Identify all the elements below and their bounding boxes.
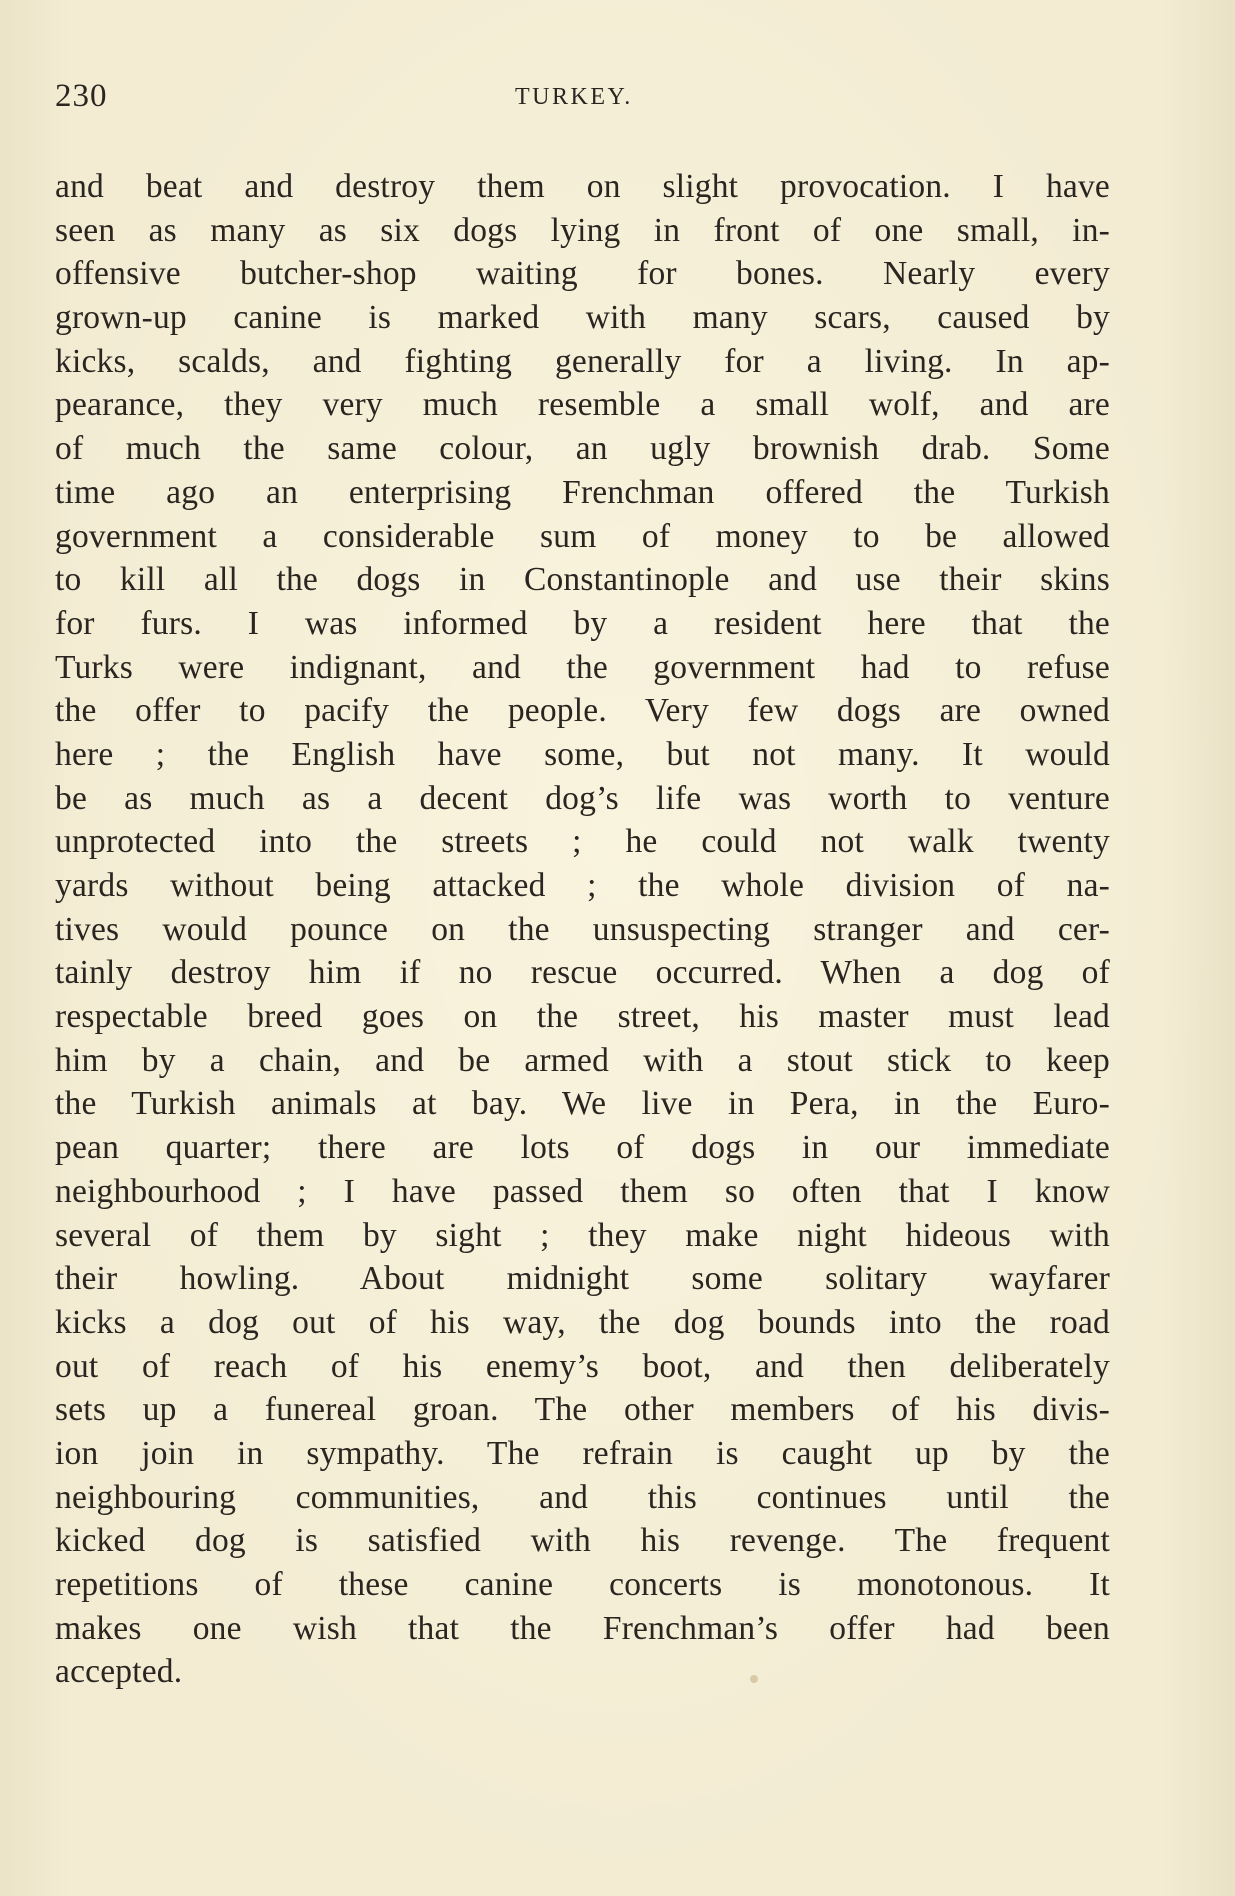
text-line: government a considerable sum of money to be allowed — [55, 517, 1110, 555]
text-line: out of reach of his enemy’s boot, and then deliberately — [55, 1347, 1110, 1385]
page-number: 230 — [55, 78, 108, 114]
text-line: accepted. — [55, 1653, 183, 1691]
text-line: tainly destroy him if no rescue occurred. When a dog of — [55, 954, 1110, 992]
text-line: respectable breed goes on the street, his master must lead — [55, 998, 1110, 1036]
text-line: for furs. I was informed by a resident here that the — [55, 604, 1110, 642]
text-line: kicks, scalds, and fighting generally for a living. In ap- — [55, 342, 1110, 380]
text-line: neighbourhood ; I have passed them so often that I know — [55, 1172, 1110, 1210]
text-line: yards without being attacked ; the whole division of na- — [55, 867, 1110, 904]
running-head — [55, 78, 1165, 118]
text-line: pearance, they very much resemble a small wolf, and are — [55, 386, 1110, 424]
text-line: grown-up canine is marked with many scars, caused by — [55, 299, 1110, 337]
text-line: makes one wish that the Frenchman’s offer had been — [55, 1609, 1110, 1647]
text-line: kicked dog is satisfied with his revenge. The frequent — [55, 1522, 1110, 1560]
text-line: seen as many as six dogs lying in front of one small, in- — [55, 211, 1110, 249]
text-line: here ; the English have some, but not many. It would — [55, 735, 1110, 773]
text-line: the Turkish animals at bay. We live in Pera, in the Euro- — [55, 1085, 1110, 1123]
text-line: ion join in sympathy. The refrain is caught up by the — [55, 1434, 1110, 1472]
text-line: the offer to pacify the people. Very few dogs are owned — [55, 692, 1110, 730]
text-line: Turks were indignant, and the government had to refuse — [55, 648, 1110, 686]
text-line: and beat and destroy them on slight provocation. I have — [55, 168, 1110, 205]
text-line: of much the same colour, an ugly brownish drab. Some — [55, 430, 1110, 468]
text-line: pean quarter; there are lots of dogs in our immediate — [55, 1129, 1110, 1167]
text-line: neighbouring communities, and this continues until the — [55, 1478, 1110, 1516]
text-line: sets up a funereal groan. The other members of his divis- — [55, 1391, 1110, 1429]
text-line: kicks a dog out of his way, the dog bounds into the road — [55, 1303, 1110, 1341]
text-line: unprotected into the streets ; he could not walk twenty — [55, 823, 1110, 861]
text-line: their howling. About midnight some solitary wayfarer — [55, 1260, 1110, 1298]
text-line: to kill all the dogs in Constantinople and use their skins — [55, 561, 1110, 599]
text-line: time ago an enterprising Frenchman offered the Turkish — [55, 473, 1110, 511]
text-line: tives would pounce on the unsuspecting stranger and cer- — [55, 910, 1110, 948]
text-line: offensive butcher-shop waiting for bones. Nearly every — [55, 255, 1110, 293]
paper-blemish — [750, 1675, 758, 1683]
text-line: be as much as a decent dog’s life was worth to venture — [55, 779, 1110, 817]
text-line: several of them by sight ; they make night hideous with — [55, 1216, 1110, 1254]
body-text — [55, 165, 1110, 1694]
text-line: repetitions of these canine concerts is monotonous. It — [55, 1566, 1110, 1603]
running-title: TURKEY. — [515, 84, 633, 110]
text-line: him by a chain, and be armed with a stout stick to keep — [55, 1041, 1110, 1079]
